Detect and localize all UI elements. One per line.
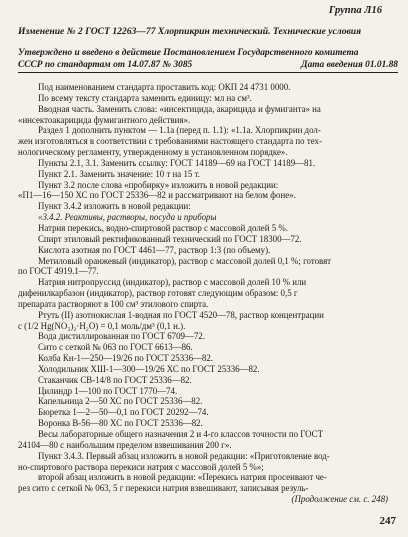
text-line: но-спиртового раствора перекиси натрия с массовой долей 5 %»; — [18, 461, 264, 472]
text-line: Цилиндр 1—100 по ГОСТ 1770—74. — [38, 385, 178, 396]
group-code: Группа Л16 — [328, 5, 382, 16]
text-line: нологическому регламенту, утвержденному в установленном порядке». — [18, 147, 288, 158]
text-line: Бюретка 1—2—50—0,1 по ГОСТ 20292—74. — [38, 407, 209, 418]
text-line: Кислота азотная по ГОСТ 4461—77, раствор 1:3 (по объему). — [38, 244, 271, 255]
header-divider — [18, 72, 398, 73]
introduction-date: Дата введения 01.01.88 — [301, 60, 398, 70]
text-line: Под наименованием стандарта проставить код: ОКП 24 4731 0000. — [38, 82, 291, 92]
text-line: «П1—16—150 ХС по ГОСТ 25336—82 и рассматривают на белом фоне». — [18, 190, 296, 201]
text-line: Пункт 3.2 после слова «пробирку» изложить в новой редакции: — [38, 179, 279, 190]
approval-line-1: Утверждено и введено в действие Постановлением Государственного комитета — [18, 48, 359, 58]
text-line: Натрия перекись, водно-спиртовой раствор с массовой долей 5 %. — [38, 222, 288, 233]
text-line: жен изготовляться в соответствии с требованиями настоящего стандарта по тех- — [18, 136, 322, 147]
text-line: Сито с сеткой № 063 по ГОСТ 6613—86. — [38, 342, 193, 353]
text-line: Пункт 3.4.3. Первый абзац изложить в новой редакции: «Приготовление вод- — [38, 450, 330, 461]
text-line: Стаканчик СВ-14/8 по ГОСТ 25336—82. — [38, 374, 192, 385]
text-line: Вода дистиллированная по ГОСТ 6709—72. — [38, 331, 205, 342]
text-line: «3.4.2. Реактивы, растворы, посуда и приборы — [38, 212, 217, 223]
text-line: второй абзац изложить в новой редакции: «Перекись натрия просеивают че- — [38, 472, 327, 483]
text-line: дифенилкарбазон (индикатор), раствор готовят следующим образом: 0,5 г — [18, 288, 298, 299]
text-line: Пункт 2.1. Заменить значение: 10 т на 15 т. — [38, 168, 200, 179]
text-line: Холодильник ХШ-1—300—19/26 ХС по ГОСТ 25336—82. — [38, 363, 260, 374]
text-line: 24104—80 с наибольшим пределом взвешивания 200 г». — [18, 439, 232, 450]
text-line: по ГОСТ 4919.1—77. — [18, 266, 99, 277]
text-line: Метиловый оранжевый (индикатор), раствор с массовой долей 0,1 %; готовят — [38, 255, 332, 266]
formula-line: с (1/2 Hg(NO₃)₂·H₂O) = 0,1 моль/дм³ (0,1 н.). — [18, 320, 186, 331]
amendment-title: Изменение № 2 ГОСТ 12263—77 Хлорпикрин технический. Технические условия — [18, 26, 362, 37]
text-line: рез сито с сеткой № 063, 5 г перекиси натрия взвешивают, записывая резуль- — [18, 483, 309, 494]
text-line: Воронка В-56—80 ХС по ГОСТ 25336—82. — [38, 418, 203, 429]
text-line: Капельница 2—50 ХС по ГОСТ 25336—82. — [38, 396, 203, 407]
text-line: препарата растворяют в 100 см³ этилового спирта. — [18, 298, 209, 309]
text-line: «инсектоакарицида фумигантного действия». — [18, 114, 191, 125]
approval-line-2: СССР по стандартам от 14.07.87 № 3085 — [18, 60, 193, 70]
text-line: Раздел 1 дополнить пунктом — 1.1а (перед п. 1.1): «1.1а. Хлорпикрин дол- — [38, 125, 321, 136]
text-line: По всему тексту стандарта заменить единицу: мл на см³. — [38, 92, 252, 103]
text-line: Колба Кн-1—250—19/26 по ГОСТ 25336—82. — [38, 353, 214, 364]
text-line: Ртуть (II) азотнокислая 1-водная по ГОСТ 4520—78, раствор концентрации — [38, 309, 324, 320]
continuation-note: (Продолжение см. с. 248) — [291, 494, 388, 505]
text-line: Пункты 2.1, 3.1. Заменить ссылку: ГОСТ 14189—69 на ГОСТ 14189—81. — [38, 157, 316, 168]
page-number: 247 — [379, 515, 396, 527]
text-line: Весы лабораторные общего назначения 2 и 4-го классов точности по ГОСТ — [38, 429, 324, 439]
text-line: Спирт этиловый ректификованный технический по ГОСТ 18300—72. — [38, 233, 302, 244]
approval-block — [18, 47, 398, 71]
text-line: Вводная часть. Заменить слова: «инсектицида, акарицида и фумиганта» на — [38, 103, 321, 114]
text-line: Пункт 3.4.2 изложить в новой редакции: — [38, 201, 191, 212]
document-body — [18, 82, 394, 505]
text-line: Натрия нитропруссид (индикатор), раствор с массовой долей 10 % или — [38, 277, 307, 288]
